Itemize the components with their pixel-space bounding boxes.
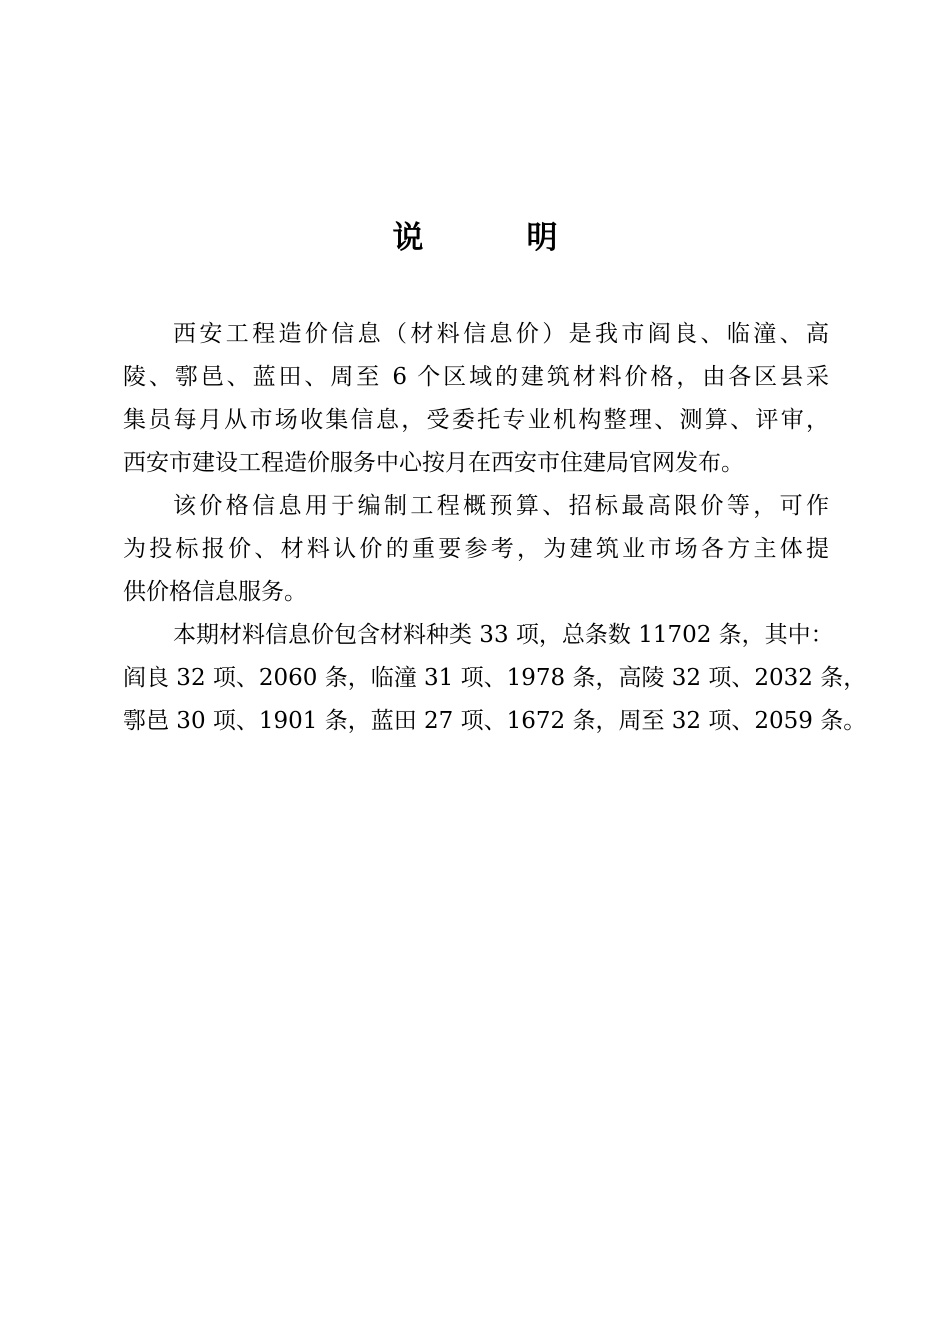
text-line: 西安市建设工程造价服务中心按月在西安市住建局官网发布。 bbox=[123, 450, 744, 476]
text-line: 供价格信息服务。 bbox=[123, 579, 307, 605]
text-line: 为投标报价、材料认价的重要参考，为建筑业市场各方主体提 bbox=[123, 536, 829, 562]
text-line: 西安工程造价信息（材料信息价）是我市阎良、临潼、高 bbox=[173, 321, 829, 347]
text-line: 本期材料信息价包含材料种类 33 项，总条数 11702 条，其中： bbox=[173, 622, 834, 648]
paragraph-usage bbox=[123, 485, 829, 614]
paragraph-intro bbox=[123, 313, 829, 485]
text-line: 集员每月从市场收集信息，受委托专业机构整理、测算、评审， bbox=[123, 407, 829, 433]
text-line: 陵、鄠邑、蓝田、周至 6 个区域的建筑材料价格，由各区县采 bbox=[123, 364, 829, 390]
page-title: 说 明 bbox=[392, 220, 594, 256]
document-body bbox=[123, 313, 867, 743]
text-line: 阎良 32 项、2060 条，临潼 31 项、1978 条，高陵 32 项、2032 条， bbox=[123, 665, 867, 691]
text-line: 该价格信息用于编制工程概预算、招标最高限价等，可作 bbox=[173, 493, 829, 519]
paragraph-statistics bbox=[123, 614, 867, 743]
text-line: 鄠邑 30 项、1901 条，蓝田 27 项、1672 条，周至 32 项、2059 条。 bbox=[123, 708, 867, 734]
